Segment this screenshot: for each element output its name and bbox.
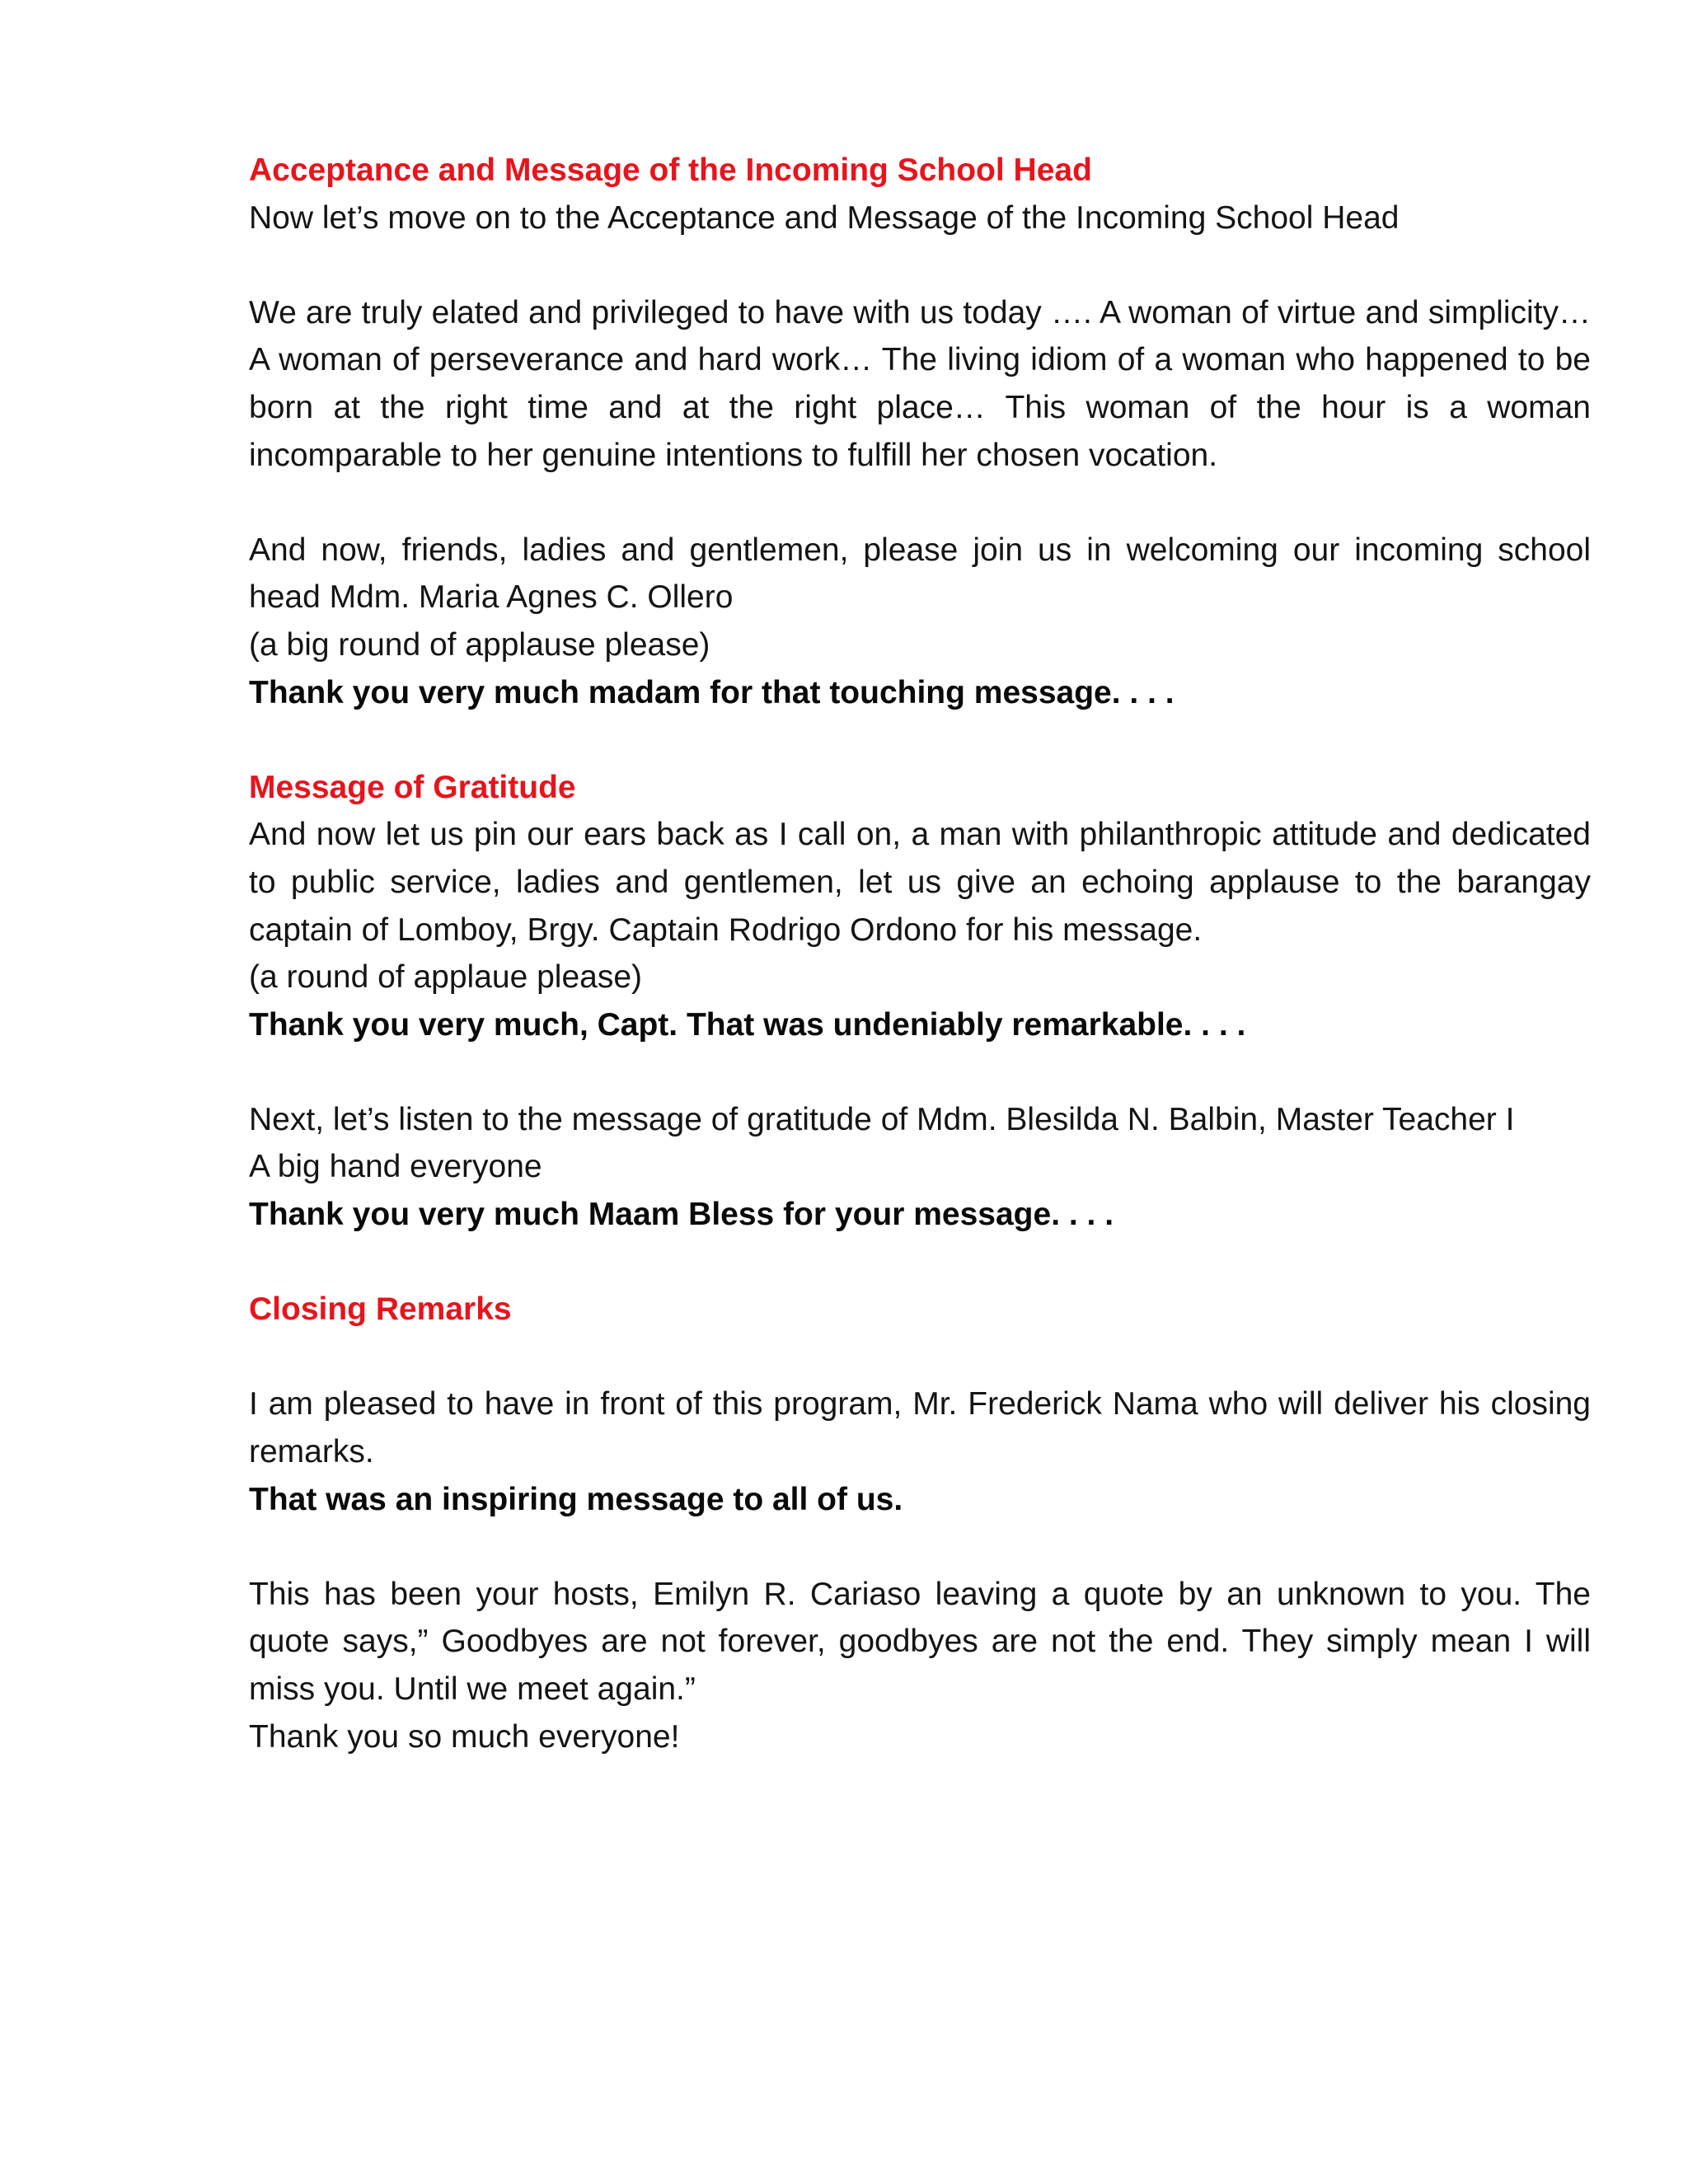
spacer — [249, 1048, 1591, 1096]
spacer — [249, 1333, 1591, 1381]
closing-quote-paragraph: This has been your hosts, Emilyn R. Cariaso leaving a quote by an unknown to you. The quote says,” Goodbyes are not forever, goodbyes are not the end. They simply mean I will miss you. Until we meet again.” — [249, 1576, 1591, 1707]
acceptance-applause-note: (a big round of applause please) — [249, 626, 710, 663]
section-heading-gratitude: Message of Gratitude — [249, 769, 576, 805]
spacer — [249, 716, 1591, 764]
section-heading-closing: Closing Remarks — [249, 1291, 512, 1328]
closing-reply: That was an inspiring message to all of us. — [249, 1481, 903, 1517]
spacer — [249, 241, 1591, 289]
acceptance-welcome-paragraph: And now, friends, ladies and gentlemen, please join us in welcoming our incoming school head Mdm. Maria Agnes C. Ollero — [249, 532, 1591, 616]
section-heading-acceptance: Acceptance and Message of the Incoming School Head — [249, 152, 1092, 188]
gratitude-call-paragraph: And now let us pin our ears back as I call on, a man with philanthropic attitude and dedicated to public service, ladies and gentlemen, let us give an echoing applause to the barangay captain of Lomboy, Brgy. Captain Rodrigo Ordono for his message. — [249, 817, 1591, 948]
spacer — [249, 1239, 1591, 1286]
acceptance-tribute-paragraph: We are truly elated and privileged to have with us today …. A woman of virtue and simplicity… A woman of perseverance and hard work… The living idiom of a woman who happened to be born at the right time and at the right place… This woman of the hour is a woman incomparable to her genuine intentions to fulfill her chosen vocation. — [249, 294, 1591, 473]
gratitude-thanks-2: Thank you very much Maam Bless for your message. . . . — [249, 1197, 1114, 1233]
gratitude-thanks: Thank you very much, Capt. That was undeniably remarkable. . . . — [249, 1006, 1246, 1043]
document-page — [249, 147, 1591, 1760]
acceptance-intro: Now let’s move on to the Acceptance and Message of the Incoming School Head — [249, 199, 1400, 236]
closing-intro-paragraph: I am pleased to have in front of this program, Mr. Frederick Nama who will deliver his closing remarks. — [249, 1386, 1591, 1470]
gratitude-applause-note: (a round of applaue please) — [249, 959, 643, 996]
closing-final: Thank you so much everyone! — [249, 1718, 680, 1755]
spacer — [249, 1523, 1591, 1571]
gratitude-next: Next, let’s listen to the message of gratitude of Mdm. Blesilda N. Balbin, Master Teacher I — [249, 1101, 1515, 1137]
spacer — [249, 479, 1591, 527]
acceptance-thanks: Thank you very much madam for that touching message. . . . — [249, 674, 1175, 710]
gratitude-hand: A big hand everyone — [249, 1149, 542, 1185]
